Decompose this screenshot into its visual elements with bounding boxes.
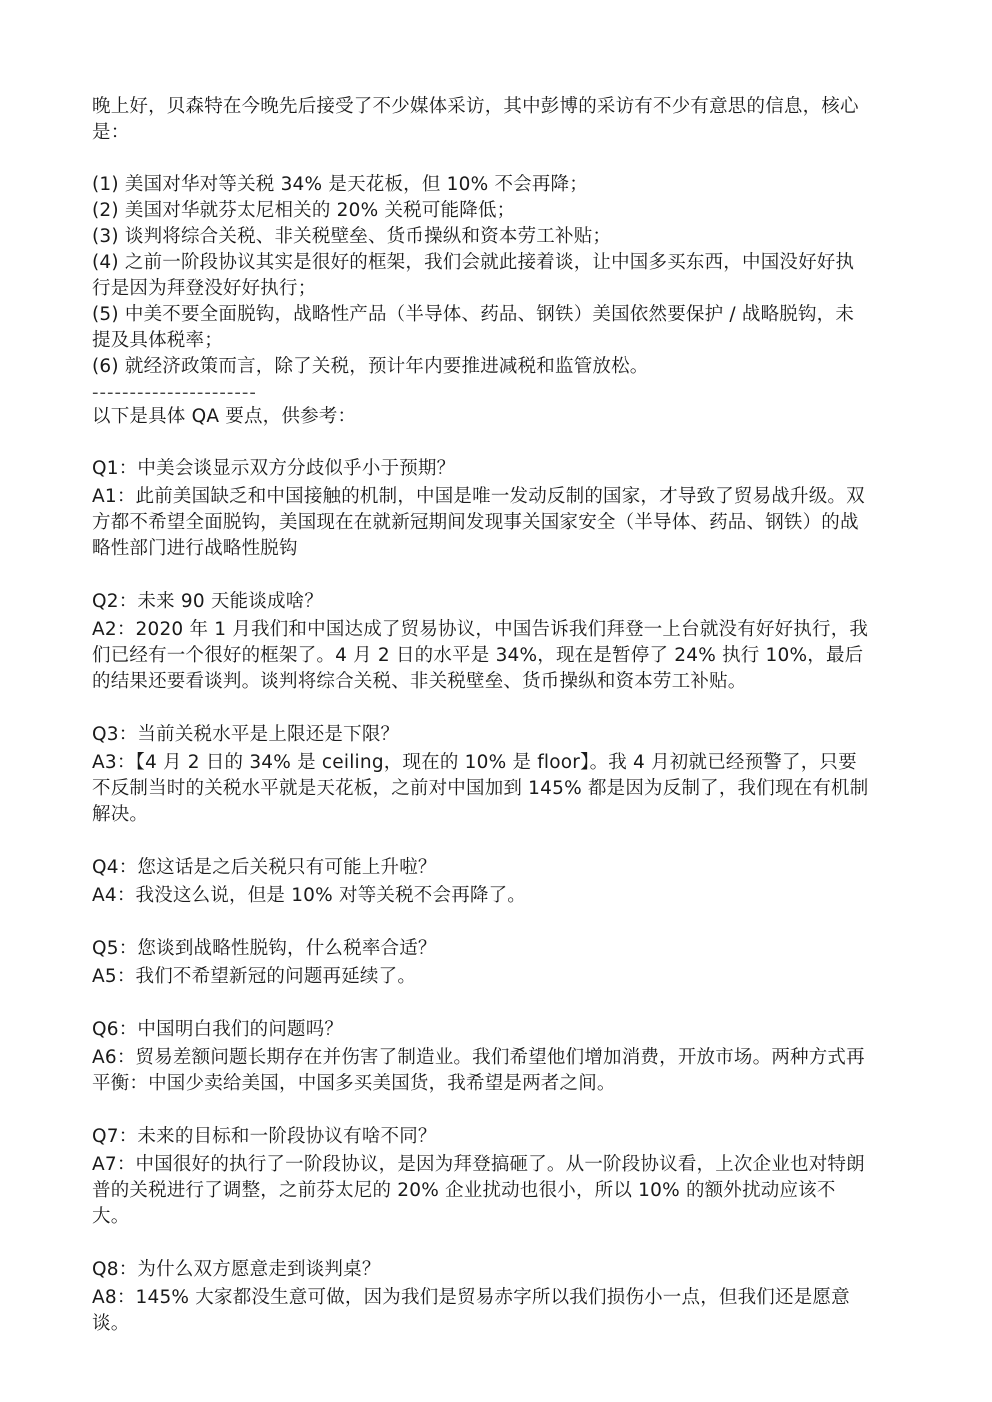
question: Q4：您这话是之后关税只有可能上升啦？ — [92, 857, 437, 878]
answer: A5：我们不希望新冠的问题再延续了。 — [92, 966, 417, 987]
answer: A3：【4 月 2 日的 34% 是 ceiling，现在的 10% 是 floor】。我 4 月初就已经预警了，只要不反制当时的关税水平就是天花板，之前对中国加到 145% 都是因为反制了，我们现在有机制解决。 — [92, 752, 869, 825]
key-point-4: (4) 之前一阶段协议其实是很好的框架，我们会就此接着谈，让中国多买东西，中国没好好执行是因为拜登没好好执行； — [92, 252, 855, 299]
answer: A1：此前美国缺乏和中国接触的机制，中国是唯一发动反制的国家，才导致了贸易战升级。双方都不希望全面脱钩，美国现在在就新冠期间发现事关国家安全（半导体、药品、钢铁）的战略性部门进行战略性脱钩 — [92, 486, 865, 559]
question: Q3：当前关税水平是上限还是下限？ — [92, 724, 400, 745]
qa-item-2 — [92, 589, 872, 695]
key-point-5: (5) 中美不要全面脱钩，战略性产品（半导体、药品、钢铁）美国依然要保护 / 战略脱钩，未提及具体税率； — [92, 304, 855, 351]
spacer — [92, 430, 872, 456]
key-point-3: (3) 谈判将综合关税、非关税壁垒、货币操纵和资本劳工补贴； — [92, 226, 612, 247]
qa-item-7 — [92, 1124, 872, 1230]
qa-item-4 — [92, 855, 872, 909]
intro-paragraph: 晚上好，贝森特在今晚先后接受了不少媒体采访，其中彭博的采访有不少有意思的信息，核心是： — [92, 96, 859, 143]
article-body — [92, 94, 872, 1337]
qa-list — [92, 456, 872, 1337]
qa-item-3 — [92, 722, 872, 828]
spacer — [92, 146, 872, 172]
qa-item-5 — [92, 936, 872, 990]
key-point-1: (1) 美国对华对等关税 34% 是天花板，但 10% 不会再降； — [92, 174, 588, 195]
qa-intro: 以下是具体 QA 要点，供参考： — [92, 406, 357, 427]
dashed-divider: ---------------------- — [92, 382, 257, 403]
qa-item-1 — [92, 456, 872, 562]
key-point-6: (6) 就经济政策而言，除了关税，预计年内要推进减税和监管放松。 — [92, 356, 649, 377]
answer: A4：我没这么说，但是 10% 对等关税不会再降了。 — [92, 885, 527, 906]
question: Q7：未来的目标和一阶段协议有啥不同？ — [92, 1126, 437, 1147]
answer: A6：贸易差额问题长期存在并伤害了制造业。我们希望他们增加消费，开放市场。两种方式再平衡：中国少卖给美国，中国多买美国货，我希望是两者之间。 — [92, 1047, 865, 1094]
question: Q5：您谈到战略性脱钩，什么税率合适？ — [92, 938, 437, 959]
question: Q6：中国明白我们的问题吗？ — [92, 1019, 344, 1040]
answer: A7：中国很好的执行了一阶段协议，是因为拜登搞砸了。从一阶段协议看，上次企业也对特朗普的关税进行了调整，之前芬太尼的 20% 企业扰动也很小，所以 10% 的额外扰动应该不大。 — [92, 1154, 865, 1227]
key-point-2: (2) 美国对华就芬太尼相关的 20% 关税可能降低； — [92, 200, 516, 221]
qa-item-6 — [92, 1017, 872, 1097]
question: Q8：为什么双方愿意走到谈判桌？ — [92, 1259, 381, 1280]
answer: A2：2020 年 1 月我们和中国达成了贸易协议，中国告诉我们拜登一上台就没有好好执行，我们已经有一个很好的框架了。4 月 2 日的水平是 34%，现在是暂停了 24% 执行 10%，最后的结果还要看谈判。谈判将综合关税、非关税壁垒、货币操纵和资本劳工补贴。 — [92, 619, 869, 692]
key-points-list — [92, 172, 872, 380]
question: Q1：中美会谈显示双方分歧似乎小于预期？ — [92, 458, 456, 479]
answer: A8：145% 大家都没生意可做，因为我们是贸易赤字所以我们损伤小一点，但我们还是愿意谈。 — [92, 1287, 850, 1334]
qa-item-8 — [92, 1257, 872, 1337]
question: Q2：未来 90 天能谈成啥？ — [92, 591, 324, 612]
